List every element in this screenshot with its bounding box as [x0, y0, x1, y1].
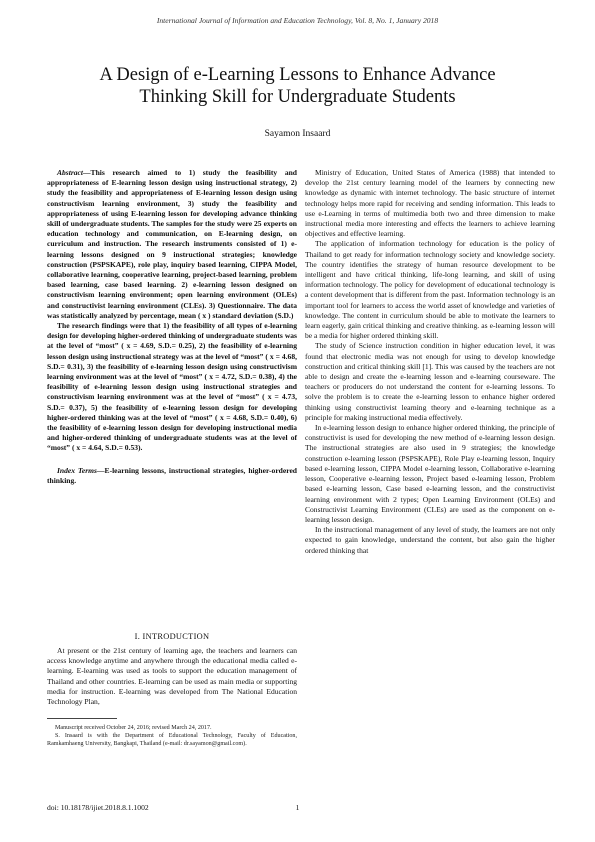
right-paragraph-3: The study of Science instruction condition in higher education level, it was found that electronic media was not enough for using to develop knowledge construction and critical thinking skill [1]. This was caused by the teachers are not able to design and create the e-learning lesson and e-learning courseware. The teachers or producers do not understand the content for e-learning lessons. To solve the problem is to create the e-learning lesson to enhance higher ordered thinking using constructivist learning theory and e-learning technique as a principle for making instructional media effectively. [305, 341, 555, 422]
right-paragraph-2: The application of information technology for education is the policy of Thailand to get ready for information technology society and knowledge society. The country identifies the strategy of human resource development to be intelligent and have critical thinking, life-long learning, and skill of using information technology. The policy for development of educational technology is a content development that is different from the past. Information technology is an important tool for learners to access the world asset of knowledge and varieties of knowledge. The content in curriculum should be able to motivate the learners to learn eagerly, gain critical thinking and creative thinking. as e-learning lesson will be a media for higher ordered thinking skill. [305, 239, 555, 341]
footnote-manuscript: Manuscript received October 24, 2016; revised March 24, 2017. [55, 725, 212, 731]
running-head: International Journal of Information and Education Technology, Vol. 8, No. 1, January 2018 [156, 16, 439, 25]
index-terms-label: Index Terms [57, 465, 97, 475]
footnotes [47, 724, 297, 748]
page-number: 1 [295, 803, 300, 812]
index-terms-text: —E-learning lessons, instructional strategies, higher-ordered thinking. [47, 465, 297, 485]
abstract-text-1: —This research aimed to 1) study the feasibility and appropriateness of E-learning lesson design using instructional strategy, 2) study the feasibility and appropriateness of E-learning lesson design using constructivism learning environment, 3) study the feasibility and appropriateness of using E-learning lesson for developing advance thinking skill of undergraduate students. The samples for the study were 25 experts on education technology and communication, on E-learning design, on curriculum and instruction. The research instruments consisted of 1) e-learning lessons designed on 9 instructional strategies; knowledge construction (PSPSKAPE), role play, inquiry based learning, CIPPA Model, collaborative learning, cooperative learning, project-based learning, problem based learning, case based learning. 2) e-learning lesson designed on constructivism learning environment; open learning environment (OLEs) and constructivist learning environment (CLEs). 3) Questionnaire. The data was statistically analyzed by percentage, mean ( x ) standard deviation (S.D.) [47, 168, 297, 320]
index-terms [47, 466, 297, 486]
title-line-1: A Design of e-Learning Lessons to Enhance Advance [99, 65, 496, 85]
left-column [47, 168, 297, 486]
right-paragraph-5: In the instructional management of any level of study, the learners are not only expected to gain knowledge, understand the content, but also gain the higher ordered thinking that [305, 525, 555, 555]
abstract-paragraph-1 [47, 168, 297, 321]
paper-title [40, 64, 555, 108]
abstract-paragraph-2: The research findings were that 1) the feasibility of all types of e-learning design for developing higher-ordered thinking of undergraduate students was at the level of “most” ( x = 4.69, S.D.= 0.25), 2) the feasibility of e-learning lesson design using instructional strategy was at the level of “most” ( x = 4.68, S.D.= 0.31), 3) the feasibility of e-learning lesson design using constructivism learning environment was at the level of “most” ( x = 4.72, S.D.= 0.38), 4) the feasibility of e-learning lesson design using instructional strategies and constructivism learning environment was at the level of “most” ( x = 4.73, S.D.= 0.37), 5) the feasibility of e-learning lesson design for developing higher-ordered thinking was at the level of “most” ( x = 4.68, S.D.= 0.40), 6) the feasibility of e-learning lesson design for developing instructional media and higher-ordered thinking of undergraduate students was at the level of “most” ( x = 4.64, S.D.= 0.53). [47, 321, 297, 453]
right-paragraph-1: Ministry of Education, United States of America (1988) that intended to develop the 21st century learning model of the learners by connecting new knowledge as dynamic with internet technology. The basic structure of internet technology helps more rapid for receiving and sending information. This leads to use e-Learning in terms of multimedia both two and three dimension to make instructional media more interesting and effects the learners to achieve learning objectives and effective learning. [305, 168, 555, 239]
intro-paragraph [47, 646, 297, 707]
right-paragraph-4: In e-learning lesson design to enhance higher ordered thinking, the principle of constructivist is used for developing the new method of e-learning lesson design. The instructional strategies are also used in 9 strategies; the knowledge construction e-learning lesson (PSPSKAPE), Role Play e-learning lesson, Inquiry based e-learning lesson, CIPPA Model e-learning lesson, Collaborative e-learning lesson, Cooperative e-learning lesson, Project based e-learning lesson, Problem based e-learning lesson, Case based e-learning lesson, and the constructivist learning environment with 2 types; Open Learning Environment (OLEs) and Constructivist Learning Environment (CLEs) are used as the component on e-learning lesson design. [305, 423, 555, 524]
footnote-divider [47, 718, 117, 719]
intro-paragraph-1: At present or the 21st century of learning age, the teachers and learners can access knowledge anytime and anywhere through the educational media called e-learning. E-learning was used as tools to support the education management of Thailand and other countries. E-learning can be used as main media or supporting media for instruction. E-learning was developed from The National Education Technology Plan, [47, 646, 297, 707]
section-heading-introduction: I. INTRODUCTION [134, 632, 210, 641]
doi: doi: 10.18178/ijiet.2018.8.1.1002 [47, 803, 149, 812]
abstract-label: Abstract [57, 168, 83, 177]
author-name: Sayamon Insaard [264, 129, 331, 139]
right-column [305, 168, 555, 556]
title-line-2: Thinking Skill for Undergraduate Students [139, 87, 456, 107]
footnote-affiliation: S. Insaard is with the Department of Educational Technology, Faculty of Education, Ramkamhaeng University, Bangkapi, Thailand (e-mail: dr.sayamon@gmail.com). [47, 733, 297, 747]
